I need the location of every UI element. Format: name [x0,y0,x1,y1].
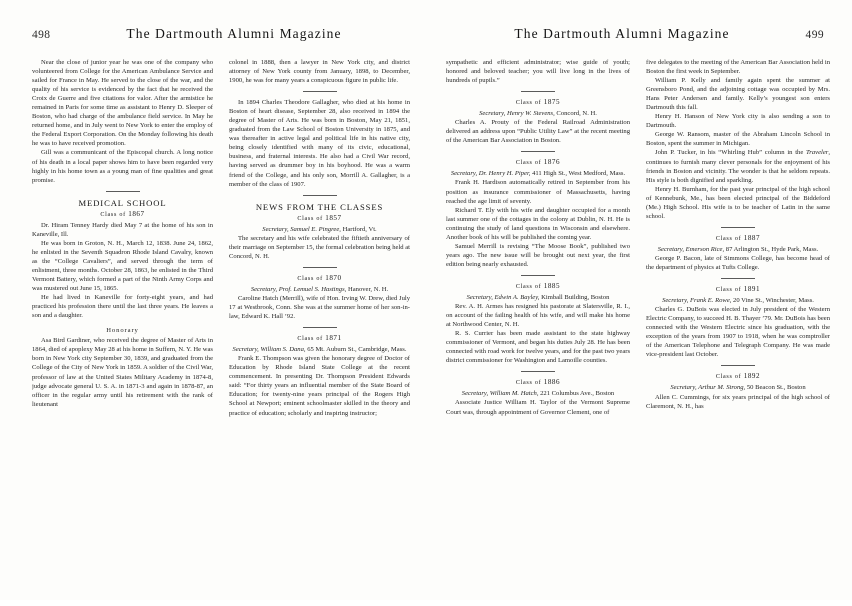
paragraph: Frank H. Hardison automatically retired in September from his position as insurance commissioner of Massachusetts, having reached the age limit of seventy. [446,179,630,205]
class-heading [32,210,213,220]
paragraph: Gill was a communicant of the Episcopal church. A long notice of his death in a local paper shows him to have been regarded very highly in his home town as a young man of fine qualities and great promise. [32,149,213,184]
section-divider [303,195,337,196]
section-divider [521,275,555,276]
paragraph: Asa Bird Gardiner, who received the degree of Master of Arts in 1864, died of apoplexy May 28 at his home in Suffern, N. Y. He was born in New York city September 30, 1839, and graduated from the College of the City of New York in 1859. A soldier of the Civil War, professor of law at the United States Military Academy in 1874-8, judge advocate general U. S. A. in 1871-3 and again in 1878-87, an officer in the regular army until his retirement with the rank of lieutenant [32,337,213,408]
paragraph: Henry H. Burnham, for the past year principal of the high school of Kennebunk, Me., has been elected principal of the Biddeford (Me.) High School. His wife is to be teacher of Latin in the same school. [646,185,830,220]
section-divider [721,278,755,279]
column-4 [646,58,830,606]
secretary-name: Secretary, Arthur M. Strong, [670,384,746,392]
running-head-left [32,26,410,48]
page-gutter [426,0,427,600]
page-499 [426,0,852,600]
section-divider [721,227,755,228]
secretary-name: Secretary, Dr. Henry H. Piper, [450,170,531,178]
paragraph: In 1894 Charles Theodore Gallagher, who died at his home in Boston of heart disease, September 28, also received in 1894 the degree of Master of Arts. He was born in Boston, May 21, 1851, graduated from the Law School of Boston University in 1875, and was thereafter in active legal and political life in his native city, being closely identified with many of its civic, educational, business, and fraternal interests. He also had a Civil War record, having served as drummer boy in his boyhood. He was a warm friend of the College, and his only son, Morrill A. Gallagher, is a member of the class of 1907. [229,99,410,188]
class-year: 1887 [743,233,761,242]
columns-left-page [32,58,410,606]
class-secretary [646,296,830,305]
column-2 [229,58,410,606]
section-divider [303,327,337,328]
class-heading [446,282,630,292]
class-word: Class [715,374,733,381]
class-heading [646,285,830,295]
class-secretary [646,245,830,254]
of-word: of [316,215,323,222]
folio-right: 499 [805,29,824,41]
paragraph: sympathetic and efficient administrator; wise guide of youth; honored and beloved teacher; you will live long in the lives of hundreds of pupils.” [446,59,630,85]
class-word: Class [297,275,315,282]
class-word: Class [515,283,533,290]
secretary-name: Secretary, Frank E. Rowe, [662,297,732,305]
section-divider [303,267,337,268]
class-heading [646,372,830,382]
of-word: of [316,275,323,282]
class-word: Class [515,160,533,167]
columns-right-page [446,58,830,606]
paragraph: George W. Ransom, master of the Abraham Lincoln School in Boston, spent the summer in Michigan. [646,131,830,148]
class-secretary [446,109,630,118]
of-word: of [734,287,742,294]
secretary-address: Hanover, N. H. [346,285,389,293]
class-year: 1885 [543,281,561,290]
secretary-address: 221 Columbus Ave., Boston [538,390,615,398]
class-year: 1886 [543,378,561,387]
secretary-name: Secretary, William M. Hatch, [461,390,539,398]
secretary-address: Hartford, Vt. [340,225,377,233]
class-year: 1871 [325,334,342,343]
secretary-address: Kimball Building, Boston [539,293,610,301]
class-heading [446,98,630,108]
paragraph: The secretary and his wife celebrated the fiftieth anniversary of their marriage on September 15, the formal celebration being held at Concord, N. H. [229,234,410,260]
secretary-name: Secretary, Henry W. Stevens, [479,110,555,118]
class-year: 1857 [325,213,342,222]
paragraph: Allen C. Cummings, for six years principal of the high school of Claremont, N. H., has [646,393,830,410]
class-word: Class [515,380,533,387]
section-heading-honorary: Honorary [106,327,139,335]
section-divider [521,371,555,372]
paragraph: George P. Bacon, late of Simmons College, has become head of the department of physics at Tufts College. [646,254,830,271]
of-word: of [119,211,126,218]
class-secretary [229,345,410,354]
secretary-name: Secretary, William S. Dana, [232,346,306,354]
of-word: of [534,100,542,107]
class-heading [229,214,410,224]
secretary-address: 411 High St., West Medford, Mass. [530,170,626,178]
paragraph-part-b: , continues to furnish many clever personals for the enjoyment of his friends in Boston and vicinity. The wonder is that he seldom repeats. His style is both dignified and sparkling. [646,149,830,184]
secretary-address: 87 Arlington St., Hyde Park, Mass. [724,245,819,253]
paragraph: Rev. A. H. Armes has resigned his pastorate at Slatersville, R. I., on account of the failing health of his wife, and will make his home at Northwood Center, N. H. [446,303,630,329]
secretary-address: 50 Beacon St., Boston [745,384,806,392]
class-secretary [446,169,630,178]
paragraph: five delegates to the meeting of the American Bar Association held in Boston the first week in September. [646,59,830,76]
of-word: of [534,160,542,167]
paragraph: Charles A. Prouty of the Federal Railroad Administration delivered an address upon “Public Utility Law” at the recent meeting of the American Bar Association in Boston. [446,119,630,145]
class-secretary [229,285,410,294]
class-word: Class [715,235,733,242]
folio-left: 498 [32,29,51,41]
section-divider [303,91,337,92]
secretary-name: Secretary, Emerson Rice, [657,245,725,253]
paragraph: He had lived in Kaneville for forty-eight years, and had practiced his profession there until the last three years. He leaves a son and a daughter. [32,294,213,320]
class-word: Class [100,211,118,218]
paragraph-with-italic [646,148,830,184]
class-year: 1875 [543,98,561,107]
class-secretary [446,293,630,302]
secretary-name: Secretary, Prof. Lemuel S. Hastings, [250,285,347,293]
section-heading-news-from-classes: NEWS FROM THE CLASSES [255,201,384,212]
class-word: Class [715,287,733,294]
class-year: 1876 [543,158,561,167]
class-secretary [229,225,410,234]
class-heading [229,334,410,344]
class-year: 1870 [325,273,342,282]
paragraph: He was born in Groton, N. H., March 12, 1838. June 24, 1862, he enlisted in the Seventh Squadron Rhode Island Cavalry, known as the “College Cavaliers”, and served through the term of enlistment, three months. October 28, 1863, he enlisted in the Third Vermont Battery, which formed a part of the Ninth Army Corps and was mustered out June 15, 1865. [32,239,213,293]
section-heading-medical-school: MEDICAL SCHOOL [78,197,167,208]
paragraph: Dr. Hiram Tenney Hardy died May 7 at the home of his son in Kaneville, Ill. [32,221,213,238]
running-head-right [446,26,824,48]
of-word: of [734,235,742,242]
class-year: 1867 [128,209,145,218]
class-year: 1891 [743,285,761,294]
section-divider [106,191,140,192]
secretary-name: Secretary, Edwin A. Bayley, [466,293,540,301]
of-word: of [534,283,542,290]
magazine-title-left: The Dartmouth Alumni Magazine [126,26,342,41]
class-word: Class [297,336,315,343]
class-heading [446,378,630,388]
publication-name: Traveler [806,149,829,157]
of-word: of [534,380,542,387]
column-3 [446,58,630,606]
paragraph: R. S. Currier has been made assistant to the state highway commissioner of Vermont, and began his duties July 28. He has been connected with road work for twelve years, and for the past two years district commissioner for Washington and Lamoille counties. [446,330,630,365]
section-divider [521,151,555,152]
paragraph-part-a: John P. Tucker, in his “Whirling Hub” column in the [655,149,806,157]
paragraph: Associate Justice William H. Taylor of the Vermont Supreme Court was, through appointment of Governor Clement, one of [446,399,630,416]
paragraph: Henry H. Hanson of New York city is also sending a son to Dartmouth. [646,113,830,130]
secretary-address: Concord, N. H. [554,110,597,118]
paragraph: Near the close of junior year he was one of the company who volunteered from College for the American Ambulance Service and sailed for France in May. He served to the close of the war, and the quality of his service is evidenced by the fact that he received the Croix de Guerre and five citations for valor. After the armistice he remained in Paris for some time as assistant to Henry D. Sleeper of Boston, who had charge of the ambulance field service. In May he returned home, and in July went to New York to enter the employ of the Federal Export Corporation. On the Monday following his death he was to have received promotion. [32,59,213,148]
class-word: Class [515,100,533,107]
class-secretary [646,383,830,392]
paragraph: Charles G. DuBois was elected in July president of the Western Electric Company, to succeed H. B. Thayer ’79. Mr. DuBois has been connected with the Western Electric since his graduation, with the exception of the years from 1907 to 1918, when he was comptroller of the American Telephone and Telegraph Company. He was made vice-president last October. [646,306,830,359]
class-heading [229,274,410,284]
of-word: of [734,374,742,381]
secretary-name: Secretary, Samuel E. Pingree, [262,225,341,233]
class-year: 1892 [743,372,761,381]
class-secretary [446,389,630,398]
secretary-address: 20 Vine St., Winchester, Mass. [731,297,814,305]
class-word: Class [297,215,315,222]
column-1 [32,58,213,606]
paragraph: colonel in 1888, then a lawyer in New York city, and district attorney of New York county from January, 1898, to December, 1900, he was for many years a conspicuous figure in public life. [229,59,410,85]
paragraph: Richard T. Ely with his wife and daughter occupied for a month last summer one of the cottages in the colony at Dublin, N. H. He is continuing the study of land questions in Wisconsin and elsewhere. Another book of his will be published the coming year. [446,206,630,241]
paragraph: Frank E. Thompson was given the honorary degree of Doctor of Education by Rhode Island State College at the recent commencement. In presenting Dr. Thompson President Edwards said: “For thirty years an influential member of the State Board of Education; for twenty-nine years principal of the Rogers High School at Newport; eminent schoolmaster skilled in the theory and practice of education; scholarly and inspiring instructor; [229,355,410,417]
class-heading [646,234,830,244]
page-498 [0,0,426,600]
paragraph: Caroline Hatch (Merrill), wife of Hon. Irving W. Drew, died July 17 at Westbrook, Conn. She was at the summer home of her son-in-law, Edward K. Hall ’92. [229,294,410,321]
section-divider [721,365,755,366]
magazine-title-right: The Dartmouth Alumni Magazine [514,26,730,41]
of-word: of [316,336,323,343]
paragraph: William P. Kelly and family again spent the summer at Greensboro Pond, and the adjoining cottage was occupied by Mrs. Hans Peter Andersen and family. Kelly’s youngest son enters Dartmouth this fall. [646,77,830,112]
secretary-address: 65 Mt. Auburn St., Cambridge, Mass. [305,346,407,354]
class-heading [446,158,630,168]
paragraph: Samuel Merrill is revising “The Moose Book”, published two years ago. The new issue will be brought out next year, the first edition being nearly exhausted. [446,242,630,268]
section-divider [521,91,555,92]
